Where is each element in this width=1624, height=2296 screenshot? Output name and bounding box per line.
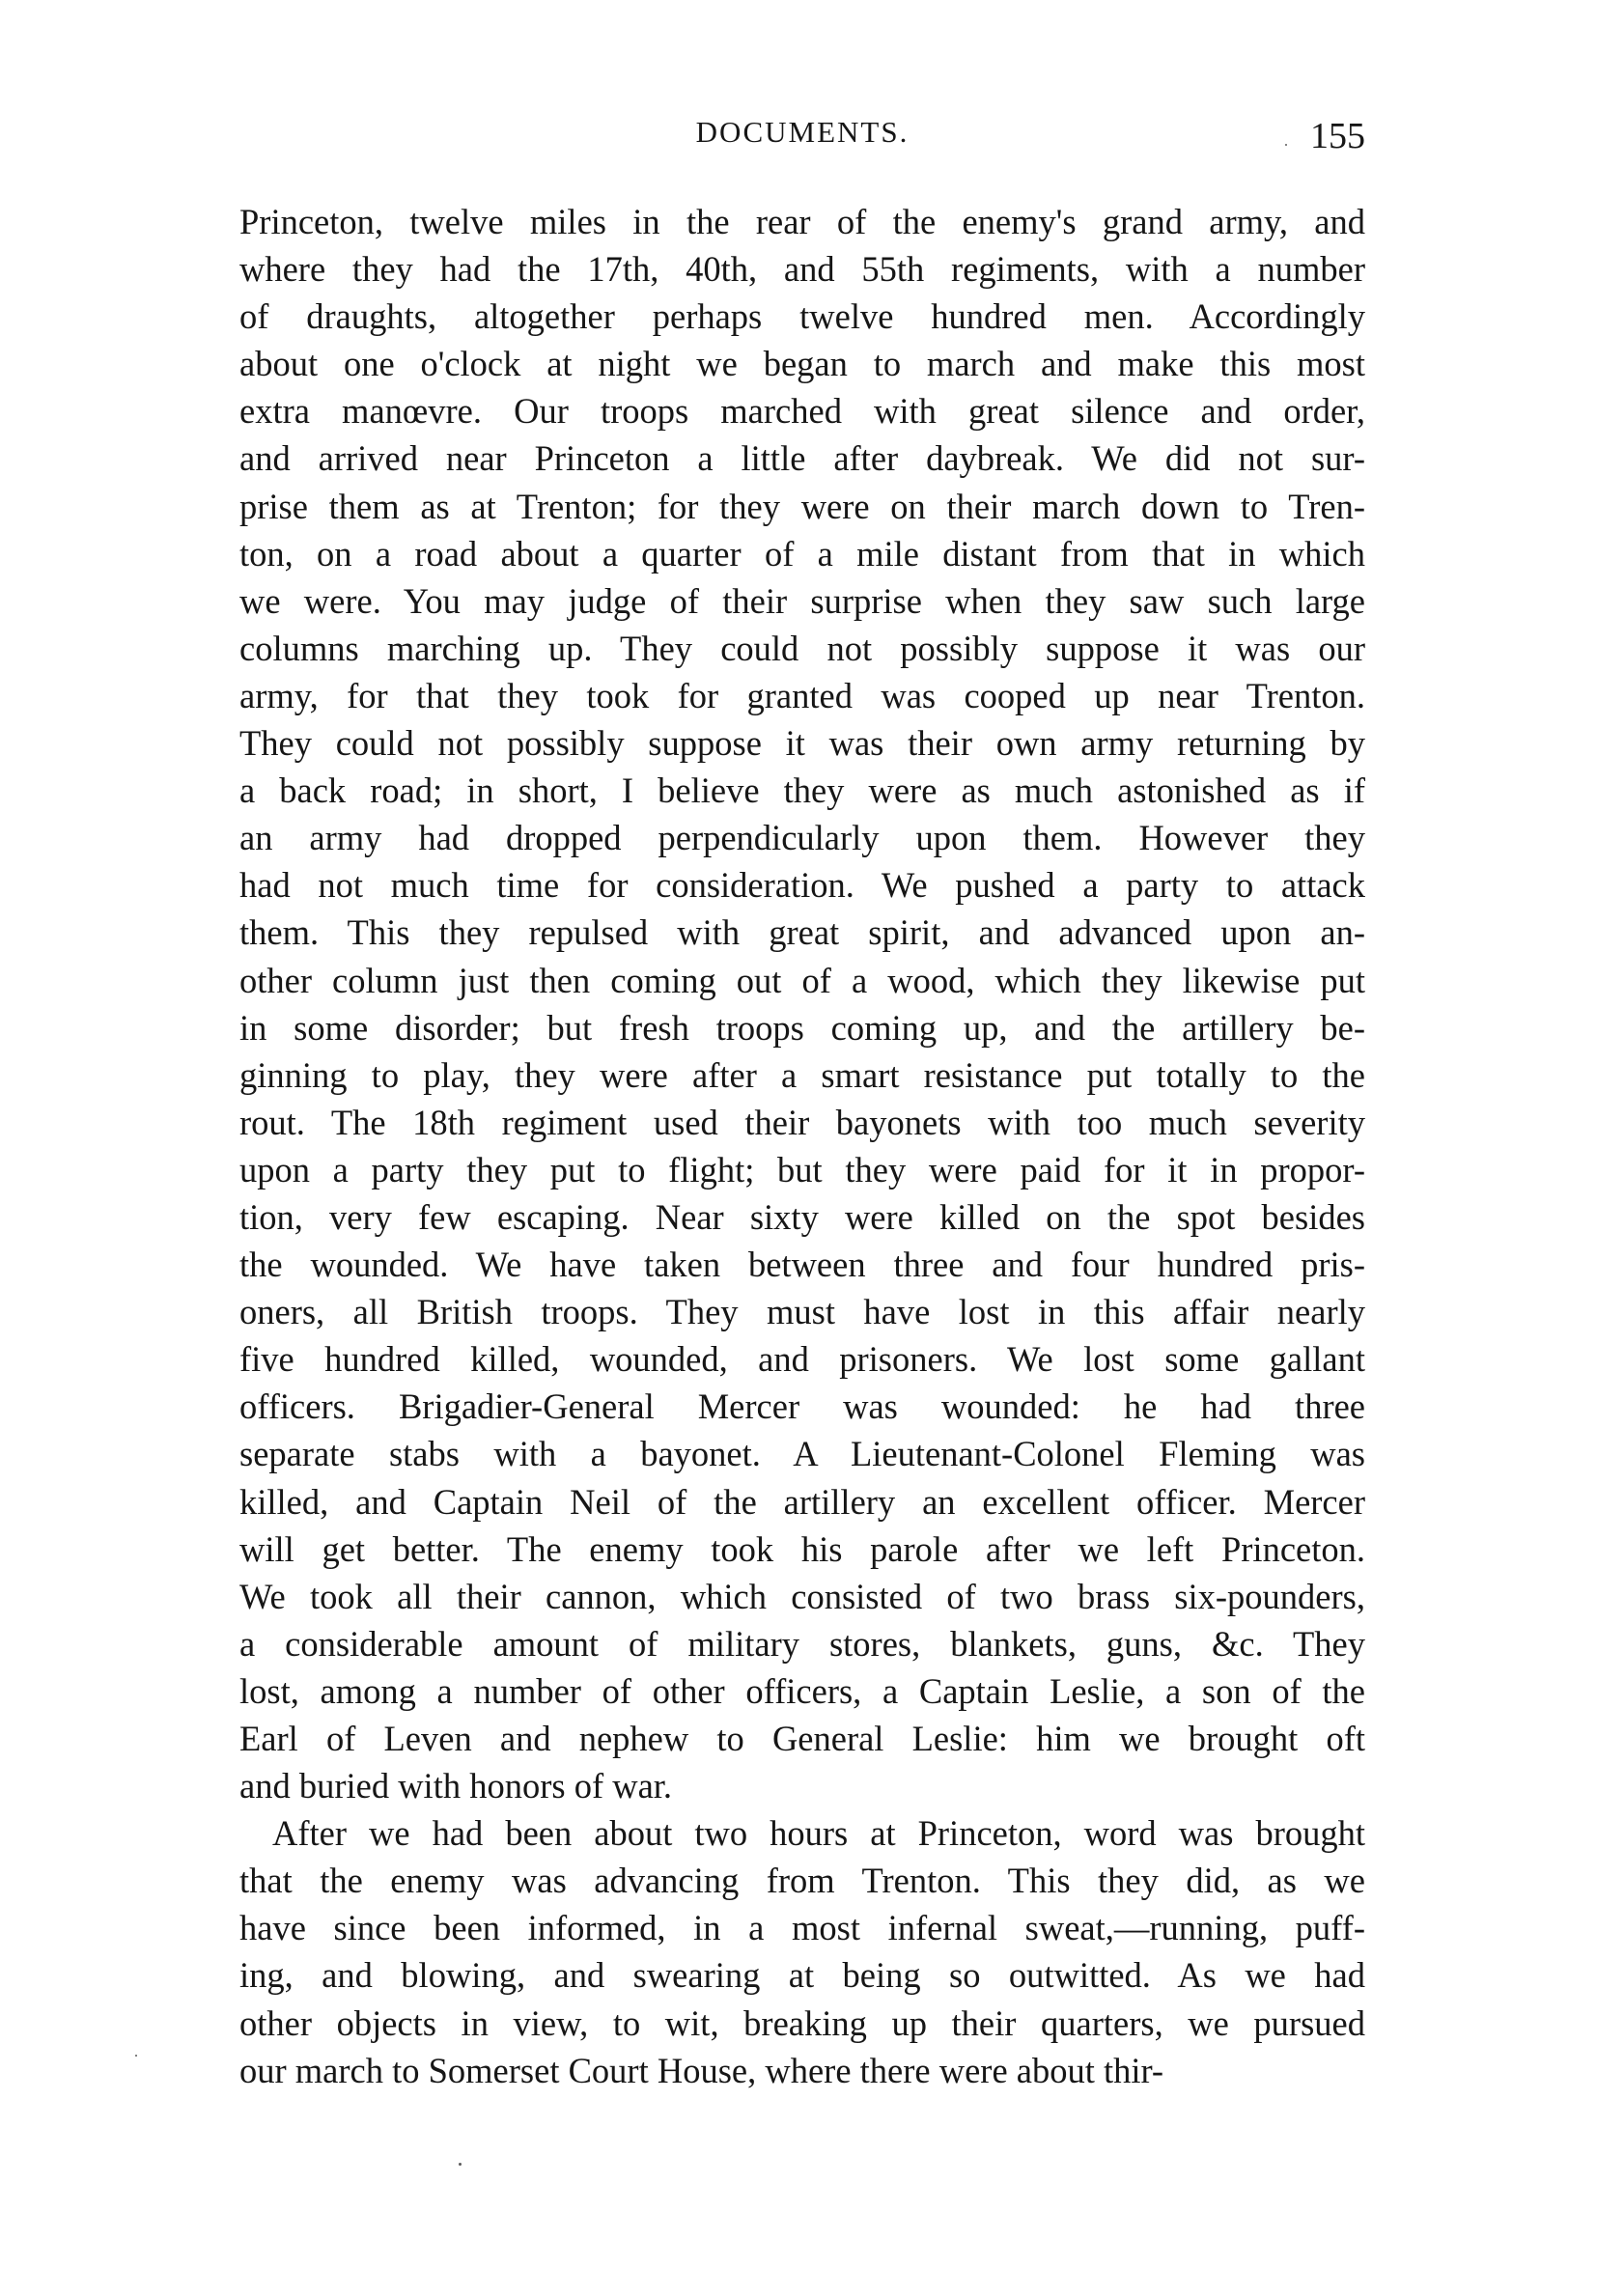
text-line: rout. The 18th regiment used their bayonets with too much severity [239, 1102, 1365, 1142]
text-line: and arrived near Princeton a little after daybreak. We did not sur- [239, 438, 1365, 479]
text-line: Princeton, twelve miles in the rear of the enemy's grand army, and [239, 202, 1365, 241]
text-line: other column just then coming out of a wood, which they likewise put [239, 960, 1365, 1000]
text-line: officers. Brigadier-General Mercer was wounded: he had three [239, 1386, 1365, 1427]
text-line: columns marching up. They could not possibly suppose it was our [239, 628, 1365, 668]
text-line: tion, very few escaping. Near sixty were killed on the spot besides [239, 1196, 1365, 1237]
text-line: our march to Somerset Court House, where there were about thir- [239, 2050, 1164, 2090]
body-text [239, 198, 1365, 2094]
text-line: about one o'clock at night we began to march and make this most [239, 344, 1365, 384]
text-line: a considerable amount of military stores, blankets, guns, &c. They [239, 1623, 1365, 1664]
text-line: of draughts, altogether perhaps twelve hundred men. Accordingly [239, 296, 1365, 337]
text-line: them. This they repulsed with great spirit, and advanced upon an- [239, 912, 1365, 953]
text-line: that the enemy was advancing from Trenton. This they did, as we [239, 1861, 1365, 1901]
text-line: and buried with honors of war. [239, 1766, 673, 1806]
text-line: an army had dropped perpendicularly upon them. However they [239, 818, 1365, 858]
paragraph [239, 198, 1365, 1809]
text-line: the wounded. We have taken between three and four hundred pris- [239, 1245, 1365, 1285]
text-line: oners, all British troops. They must have lost in this affair nearly [239, 1292, 1365, 1332]
text-line: killed, and Captain Neil of the artillery an excellent officer. Mercer [239, 1481, 1365, 1522]
print-speck [135, 2055, 137, 2057]
text-line: have since been informed, in a most infernal sweat,—running, puff- [239, 1908, 1365, 1948]
text-line: where they had the 17th, 40th, and 55th regiments, with a number [239, 249, 1365, 290]
text-line: Earl of Leven and nephew to General Leslie: him we brought oft [239, 1719, 1365, 1758]
text-line: a back road; in short, I believe they were as much astonished as if [239, 770, 1365, 811]
paragraph [239, 1809, 1365, 2094]
text-line: five hundred killed, wounded, and prisoners. We lost some gallant [239, 1339, 1365, 1380]
text-line: lost, among a number of other officers, a Captain Leslie, a son of the [239, 1670, 1365, 1711]
text-line: We took all their cannon, which consisted of two brass six-pounders, [239, 1576, 1365, 1616]
print-speck [459, 2163, 462, 2166]
text-line: will get better. The enemy took his parole after we left Princeton. [239, 1528, 1365, 1569]
text-line: They could not possibly suppose it was their own army returning by [239, 723, 1365, 764]
text-line: prise them as at Trenton; for they were on their march down to Tren- [239, 486, 1365, 526]
text-line: separate stabs with a bayonet. A Lieutenant-Colonel Fleming was [239, 1434, 1365, 1474]
text-line: army, for that they took for granted was cooped up near Trenton. [239, 675, 1365, 715]
running-title: DOCUMENTS. [695, 115, 910, 149]
print-speck [1285, 144, 1287, 146]
text-line: After we had been about two hours at Princeton, word was brought [272, 1813, 1365, 1854]
running-head [239, 108, 1365, 156]
text-line: ton, on a road about a quarter of a mile distant from that in which [239, 533, 1365, 574]
text-line: ginning to play, they were after a smart resistance put totally to the [239, 1054, 1365, 1095]
text-line: upon a party they put to flight; but they were paid for it in propor- [239, 1149, 1365, 1190]
text-line: in some disorder; but fresh troops coming up, and the artillery be- [239, 1007, 1365, 1048]
text-line: other objects in view, to wit, breaking up their quarters, we pursued [239, 2002, 1365, 2043]
text-line: we were. You may judge of their surprise when they saw such large [239, 580, 1365, 621]
text-line: extra manœvre. Our troops marched with great silence and order, [239, 391, 1365, 432]
text-line: had not much time for consideration. We pushed a party to attack [239, 865, 1365, 906]
page-number: 155 [1310, 116, 1365, 156]
text-line: ing, and blowing, and swearing at being so outwitted. As we had [239, 1955, 1365, 1996]
